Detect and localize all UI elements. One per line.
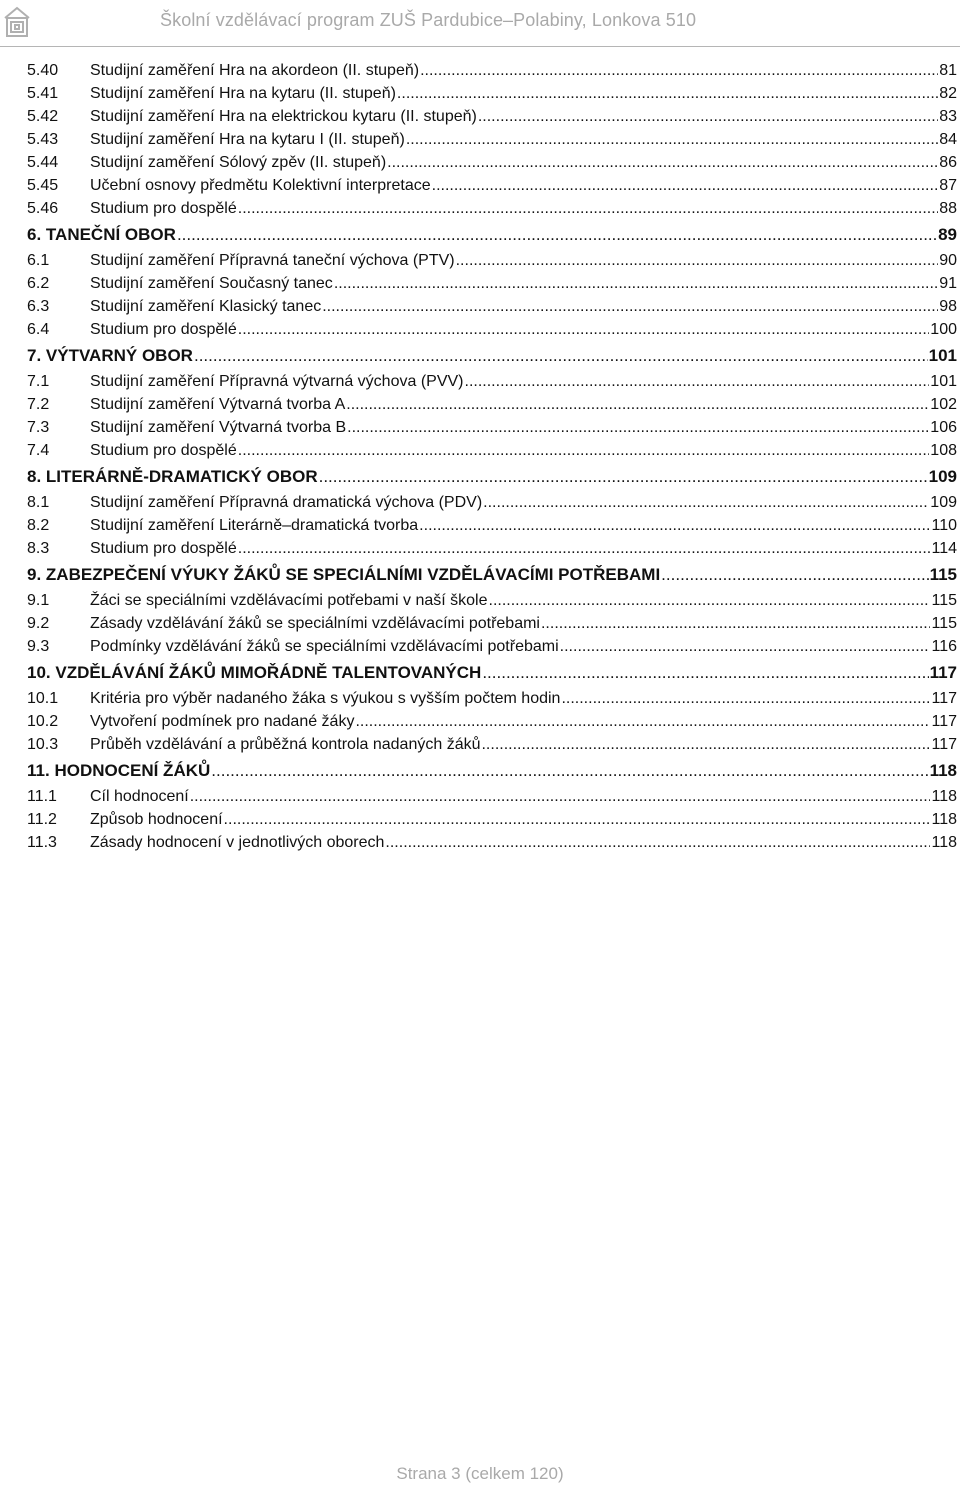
toc-section-row[interactable] — [27, 393, 957, 416]
toc-page-number: 117 — [931, 713, 957, 730]
toc-number: 7.2 — [27, 396, 50, 413]
toc-page-number: 84 — [939, 131, 957, 148]
toc-title: Studijní zaměření Přípravná výtvarná výchova (PVV) — [90, 373, 464, 390]
toc-page-number: 106 — [930, 419, 957, 436]
dot-leader — [420, 59, 938, 82]
toc-title: TANEČNÍ OBOR — [45, 225, 176, 244]
dot-leader — [194, 341, 928, 370]
toc-section-row[interactable] — [27, 589, 957, 612]
toc-page-number: 115 — [931, 615, 957, 632]
dot-leader — [419, 514, 930, 537]
toc-chapter-row[interactable] — [27, 658, 957, 687]
toc-title: Způsob hodnocení — [90, 811, 223, 828]
toc-page-number: 101 — [930, 373, 957, 390]
toc-section-row[interactable] — [27, 82, 957, 105]
dot-leader — [177, 220, 937, 249]
toc-number: 5.45 — [27, 177, 59, 194]
toc-title: Studijní zaměření Přípravná taneční výchova (PTV) — [90, 252, 455, 269]
toc-number: 5.40 — [27, 62, 59, 79]
dot-leader — [211, 756, 928, 785]
toc-section-row[interactable] — [27, 439, 957, 462]
toc-page-number: 118 — [931, 788, 957, 805]
dot-leader — [238, 197, 938, 220]
toc-title: Studium pro dospělé — [90, 200, 237, 217]
table-of-contents — [27, 59, 957, 854]
toc-title: Studijní zaměření Hra na elektrickou kytaru (II. stupeň) — [90, 108, 477, 125]
toc-title: Kritéria pro výběr nadaného žáka s výukou s vyšším počtem hodin — [90, 690, 561, 707]
toc-number: 9. — [27, 565, 42, 584]
toc-number: 5.46 — [27, 200, 59, 217]
toc-section-row[interactable] — [27, 537, 957, 560]
dot-leader — [319, 462, 928, 491]
toc-page-number: 117 — [931, 736, 957, 753]
toc-number: 8.1 — [27, 494, 50, 511]
toc-page-number: 82 — [939, 85, 957, 102]
toc-title: Učební osnovy předmětu Kolektivní interpretace — [90, 177, 431, 194]
toc-number: 5.43 — [27, 131, 59, 148]
toc-number: 5.42 — [27, 108, 59, 125]
toc-title: Studijní zaměření Sólový zpěv (II. stupeň) — [90, 154, 387, 171]
toc-page-number: 100 — [930, 321, 957, 338]
toc-page-number: 101 — [928, 346, 957, 365]
dot-leader — [385, 831, 930, 854]
toc-section-row[interactable] — [27, 491, 957, 514]
school-logo-icon — [2, 4, 32, 40]
toc-page-number: 102 — [930, 396, 957, 413]
dot-leader — [387, 151, 938, 174]
toc-number: 10.1 — [27, 690, 59, 707]
dot-leader — [397, 82, 938, 105]
toc-title: VZDĚLÁVÁNÍ ŽÁKŮ MIMOŘÁDNĚ TALENTOVANÝCH — [55, 663, 482, 682]
dot-leader — [432, 174, 939, 197]
toc-title: Studium pro dospělé — [90, 540, 237, 557]
toc-title: VÝTVARNÝ OBOR — [45, 346, 193, 365]
toc-page-number: 110 — [931, 517, 957, 534]
toc-section-row[interactable] — [27, 105, 957, 128]
dot-leader — [561, 687, 930, 710]
toc-page-number: 108 — [930, 442, 957, 459]
toc-section-row[interactable] — [27, 710, 957, 733]
page-footer: Strana 3 (celkem 120) — [396, 1464, 564, 1483]
toc-section-row[interactable] — [27, 128, 957, 151]
toc-title: Studijní zaměření Výtvarná tvorba A — [90, 396, 346, 413]
toc-section-row[interactable] — [27, 635, 957, 658]
toc-number: 9.2 — [27, 615, 50, 632]
toc-section-row[interactable] — [27, 612, 957, 635]
toc-page-number: 89 — [938, 225, 957, 244]
toc-number: 9.3 — [27, 638, 50, 655]
toc-number: 10.3 — [27, 736, 59, 753]
toc-section-row[interactable] — [27, 151, 957, 174]
dot-leader — [483, 491, 929, 514]
toc-title: Zásady hodnocení v jednotlivých oborech — [90, 834, 385, 851]
toc-page-number: 87 — [939, 177, 957, 194]
dot-leader — [238, 439, 930, 462]
toc-chapter-row[interactable] — [27, 560, 957, 589]
toc-page-number: 117 — [929, 663, 957, 682]
dot-leader — [322, 295, 938, 318]
dot-leader — [478, 105, 938, 128]
toc-number: 5.44 — [27, 154, 59, 171]
dot-leader — [224, 808, 931, 831]
dot-leader — [560, 635, 931, 658]
toc-chapter-row[interactable] — [27, 341, 957, 370]
toc-number: 6.4 — [27, 321, 50, 338]
toc-page-number: 118 — [929, 761, 957, 780]
dot-leader — [347, 416, 929, 439]
toc-title: Studium pro dospělé — [90, 442, 237, 459]
dot-leader — [541, 612, 931, 635]
toc-page-number: 117 — [931, 690, 957, 707]
toc-title: Průběh vzdělávání a průběžná kontrola nadaných žáků — [90, 736, 481, 753]
toc-title: Podmínky vzdělávání žáků se speciálními vzdělávacími potřebami — [90, 638, 559, 655]
toc-title: Studijní zaměření Současný tanec — [90, 275, 333, 292]
toc-title: Studium pro dospělé — [90, 321, 237, 338]
toc-title: HODNOCENÍ ŽÁKŮ — [54, 761, 211, 780]
toc-number: 11.2 — [27, 811, 57, 828]
page-header — [0, 0, 960, 48]
toc-number: 11. — [27, 761, 50, 780]
dot-leader — [190, 785, 931, 808]
dot-leader — [456, 249, 939, 272]
toc-section-row[interactable] — [27, 249, 957, 272]
dot-leader — [481, 733, 930, 756]
toc-title: Žáci se speciálními vzdělávacími potřebami v naší škole — [90, 592, 488, 609]
toc-number: 6.2 — [27, 275, 50, 292]
toc-page-number: 109 — [930, 494, 957, 511]
toc-section-row[interactable] — [27, 272, 957, 295]
toc-page-number: 115 — [931, 592, 957, 609]
toc-section-row[interactable] — [27, 174, 957, 197]
dot-leader — [489, 589, 931, 612]
toc-number: 11.1 — [27, 788, 57, 805]
toc-section-row[interactable] — [27, 59, 957, 82]
toc-number: 6.1 — [27, 252, 50, 269]
toc-number: 8. — [27, 467, 42, 486]
toc-number: 7. — [27, 346, 42, 365]
toc-page-number: 109 — [928, 467, 957, 486]
toc-number: 8.3 — [27, 540, 50, 557]
toc-section-row[interactable] — [27, 318, 957, 341]
toc-section-row[interactable] — [27, 831, 957, 854]
dot-leader — [465, 370, 930, 393]
toc-number: 7.4 — [27, 442, 50, 459]
toc-title: Vytvoření podmínek pro nadané žáky — [90, 713, 355, 730]
toc-title: Studijní zaměření Hra na akordeon (II. stupeň) — [90, 62, 420, 79]
toc-page-number: 114 — [931, 540, 957, 557]
dot-leader — [238, 318, 930, 341]
toc-page-number: 91 — [939, 275, 957, 292]
toc-section-row[interactable] — [27, 416, 957, 439]
toc-section-row[interactable] — [27, 514, 957, 537]
toc-number: 11.3 — [27, 834, 57, 851]
header-title: Školní vzdělávací program ZUŠ Pardubice–Polabiny, Lonkova 510 — [160, 10, 697, 30]
toc-title: Studijní zaměření Literárně–dramatická tvorba — [90, 517, 419, 534]
toc-page-number: 83 — [939, 108, 957, 125]
toc-number: 6. — [27, 225, 42, 244]
toc-chapter-row[interactable] — [27, 220, 957, 249]
toc-chapter-row[interactable] — [27, 462, 957, 491]
toc-page-number: 118 — [931, 811, 957, 828]
toc-page-number: 88 — [939, 200, 957, 217]
toc-title: Cíl hodnocení — [90, 788, 189, 805]
toc-number: 7.3 — [27, 419, 50, 436]
toc-section-row[interactable] — [27, 295, 957, 318]
toc-number: 5.41 — [27, 85, 59, 102]
dot-leader — [661, 560, 928, 589]
toc-title: Studijní zaměření Přípravná dramatická výchova (PDV) — [90, 494, 483, 511]
toc-number: 10. — [27, 663, 51, 682]
dot-leader — [238, 537, 931, 560]
toc-page-number: 116 — [931, 638, 957, 655]
toc-section-row[interactable] — [27, 197, 957, 220]
toc-page-number: 90 — [939, 252, 957, 269]
toc-page-number: 98 — [939, 298, 957, 315]
toc-section-row[interactable] — [27, 808, 957, 831]
toc-section-row[interactable] — [27, 687, 957, 710]
toc-title: Studijní zaměření Klasický tanec — [90, 298, 322, 315]
dot-leader — [355, 710, 930, 733]
toc-title: Studijní zaměření Hra na kytaru (II. stupeň) — [90, 85, 396, 102]
toc-number: 8.2 — [27, 517, 50, 534]
toc-number: 7.1 — [27, 373, 50, 390]
toc-section-row[interactable] — [27, 785, 957, 808]
toc-title: Studijní zaměření Výtvarná tvorba B — [90, 419, 347, 436]
dot-leader — [334, 272, 938, 295]
toc-title: Studijní zaměření Hra na kytaru I (II. stupeň) — [90, 131, 405, 148]
toc-number: 9.1 — [27, 592, 50, 609]
toc-page-number: 115 — [929, 565, 957, 584]
toc-page-number: 118 — [931, 834, 957, 851]
toc-section-row[interactable] — [27, 370, 957, 393]
dot-leader — [482, 658, 928, 687]
toc-page-number: 81 — [939, 62, 957, 79]
toc-title: LITERÁRNĚ-DRAMATICKÝ OBOR — [45, 467, 318, 486]
toc-title: ZABEZPEČENÍ VÝUKY ŽÁKŮ SE SPECIÁLNÍMI VZDĚLÁVACÍMI POTŘEBAMI — [45, 565, 661, 584]
dot-leader — [346, 393, 929, 416]
toc-section-row[interactable] — [27, 733, 957, 756]
toc-chapter-row[interactable] — [27, 756, 957, 785]
toc-number: 6.3 — [27, 298, 50, 315]
dot-leader — [406, 128, 938, 151]
header-divider — [0, 46, 960, 47]
toc-title: Zásady vzdělávání žáků se speciálními vzdělávacími potřebami — [90, 615, 540, 632]
toc-number: 10.2 — [27, 713, 59, 730]
toc-page-number: 86 — [939, 154, 957, 171]
